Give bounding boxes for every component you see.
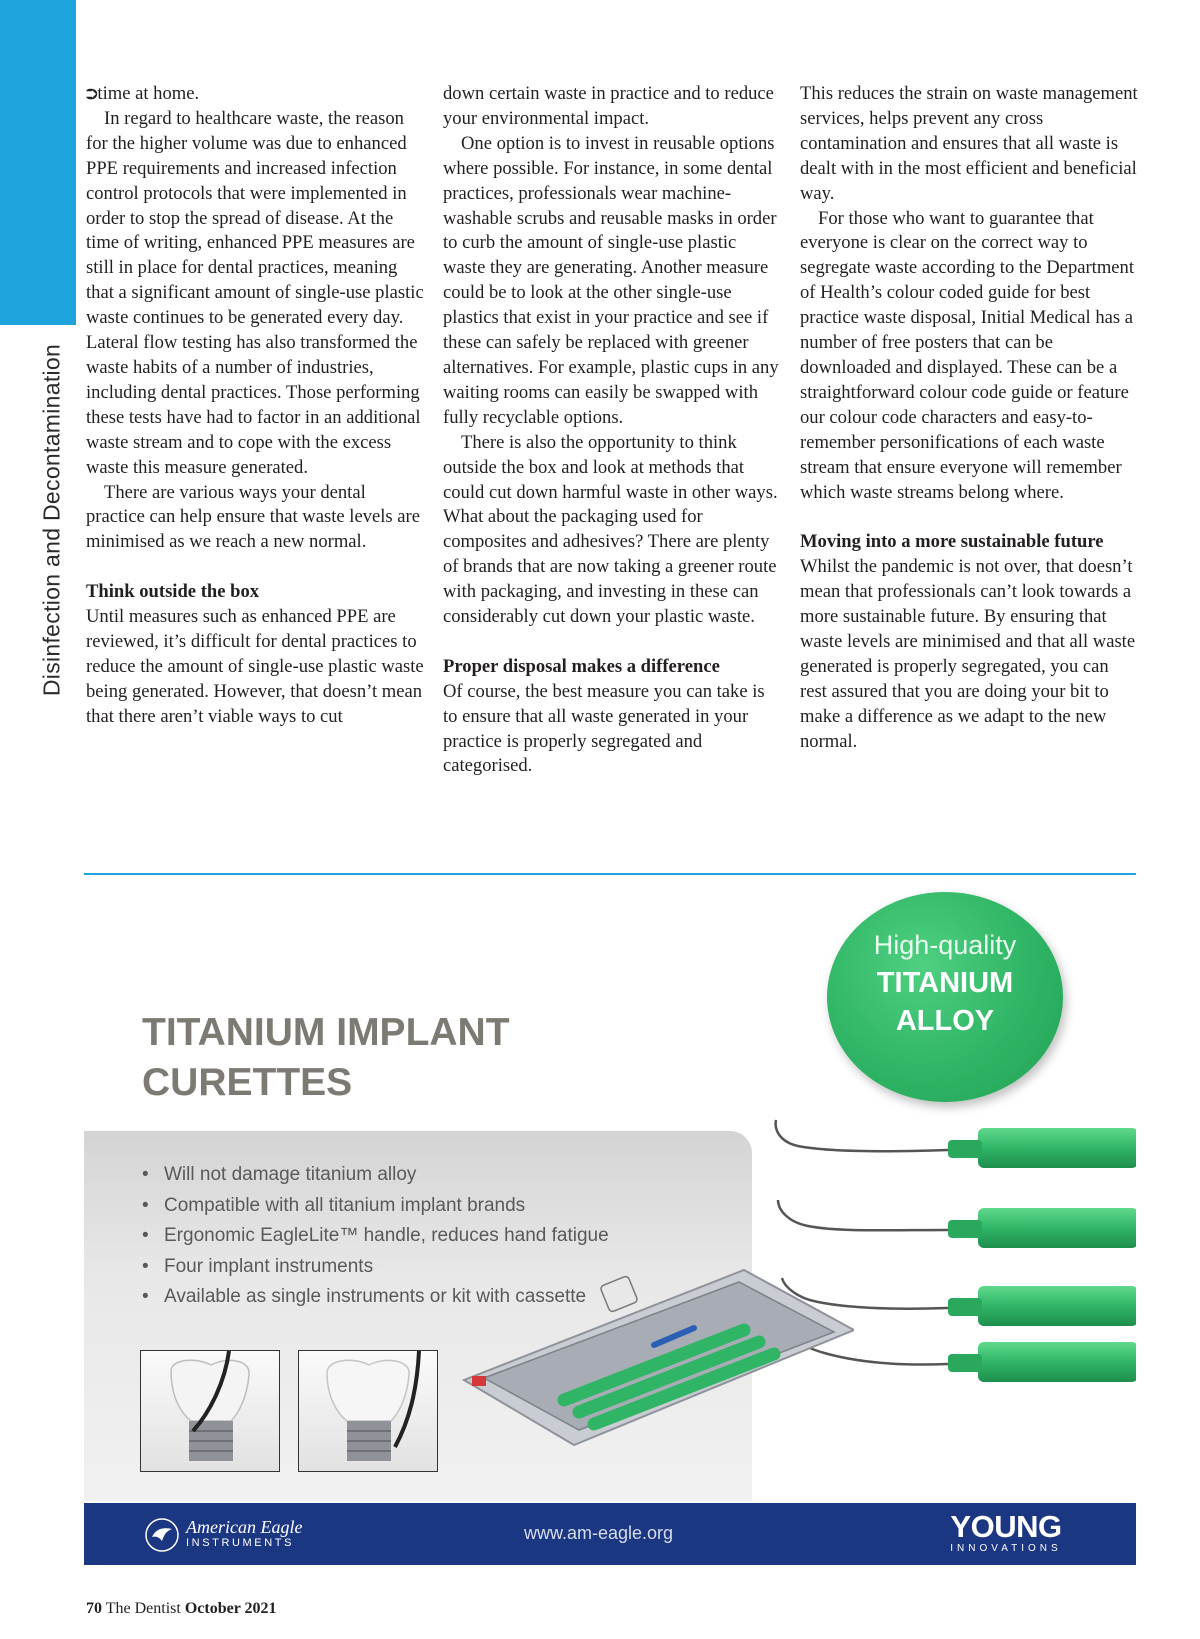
article-body <box>86 82 1138 862</box>
section-label: Disinfection and Decontamination <box>38 343 65 697</box>
subheading: Moving into a more sustainable future <box>800 531 1104 553</box>
american-eagle-logo: American Eagle INSTRUMENTS <box>144 1515 324 1555</box>
article-column-3 <box>800 82 1138 862</box>
ad-url: www.am-eagle.org <box>524 1523 674 1543</box>
feature-item: • Ergonomic EagleLite™ handle, reduces hand fatigue <box>142 1225 609 1246</box>
section-tab <box>0 0 76 325</box>
implant-photo-2 <box>298 1350 438 1472</box>
section-divider <box>84 873 1136 875</box>
article-column-1 <box>86 82 424 862</box>
article-paragraph: down certain waste in practice and to reduce your environmental impact. <box>443 83 774 129</box>
feature-item: • Compatible with all titanium implant brands <box>142 1194 526 1216</box>
article-paragraph: There is also the opportunity to think outside the box and look at methods that could cut down harmful waste in other ways. What about the packaging used for composites and adhesives? There are plenty of brands that are now taking a greener route with packaging, and investing in these can considerably cut down your plastic waste. <box>443 431 778 628</box>
article-paragraph: ⮊time at home. <box>86 83 200 104</box>
quality-badge: High-quality TITANIUM ALLOY <box>827 892 1063 1102</box>
page-number: 70 <box>86 1600 102 1617</box>
article-paragraph: Whilst the pandemic is not over, that doesn’t mean that professionals can’t look towards a more sustainable future. By ensuring that waste levels are minimised and that all waste generated is properly segregated, you can rest assured that you are doing your bit to make a difference as we adapt to the new normal. <box>800 556 1136 752</box>
feature-item: • Four implant instruments <box>142 1255 374 1277</box>
continued-arrow-icon: ⮊ <box>86 85 98 103</box>
curette-1 <box>776 1120 1136 1168</box>
curette-2 <box>778 1200 1136 1248</box>
eagle-emblem-icon <box>144 1517 180 1553</box>
article-paragraph: Until measures such as enhanced PPE are reviewed, it’s difficult for dental practices to reduce the amount of single-use plastic waste being generated. However, that doesn’t mean that there aren’t viable ways to cut <box>86 606 424 727</box>
advertisement <box>84 880 1136 1574</box>
article-paragraph: This reduces the strain on waste management services, helps prevent any cross contamination and ensures that all waste is dealt with in the most efficient and beneficial way. <box>800 83 1138 204</box>
article-paragraph: In regard to healthcare waste, the reason for the higher volume was due to enhanced PPE requirements and increased infection control protocols that were implemented in order to stop the spread of disease. At the time of writing, enhanced PPE measures are still in place for dental practices, meaning that a significant amount of single-use plastic waste continues to be generated every day. Lateral flow testing has also transformed the waste habits of a number of industries, including dental practices. Those performing these tests have had to factor in an additional waste stream and to cope with the excess waste this measure generated. <box>86 107 424 478</box>
feature-item: • Will not damage titanium alloy <box>142 1164 417 1185</box>
article-paragraph: For those who want to guarantee that everyone is clear on the correct way to segregate waste according to the Department of Health’s colour coded guide for best practice waste disposal, Initial Medical has a number of free posters that can be downloaded and displayed. These can be a straightforward colour code guide or feature our colour code characters and easy-to-remember personifications of each waste stream that ensure everyone will remember which waste streams belong where. <box>800 207 1135 503</box>
ad-title: TITANIUM IMPLANT CURETTES <box>142 1011 510 1104</box>
young-innovations-logo: YOUNG INNOVATIONS <box>950 1509 1062 1554</box>
article-paragraph: One option is to invest in reusable options where possible. For instance, in some dental practices, professionals wear machine-washable scrubs and reusable masks in order to curb the amount of single-use plastic waste they are generating. Another measure could be to look at the other single-use plastics that exist in your practice and see if these can safely be replaced with greener alternatives. For example, plastic cups in any waiting rooms can easily be swapped with fully recyclable options. <box>443 132 779 428</box>
subheading: Proper disposal makes a difference <box>443 655 720 677</box>
article-paragraph: Of course, the best measure you can take is to ensure that all waste generated in your practice is properly segregated and categorised. <box>443 680 765 777</box>
article-column-2 <box>443 82 781 862</box>
implant-photo-1 <box>140 1350 280 1472</box>
subheading: Think outside the box <box>86 581 260 603</box>
issue-date: October 2021 <box>184 1600 277 1617</box>
page-footer <box>86 1600 277 1618</box>
article-paragraph: There are various ways your dental practice can help ensure that waste levels are minimised as we reach a new normal. <box>86 481 420 553</box>
feature-list <box>140 1160 609 1313</box>
publication-name: The Dentist <box>105 1600 181 1617</box>
feature-item: • Available as single instruments or kit with cassette <box>142 1286 587 1307</box>
ad-footer-bar <box>84 1503 1136 1565</box>
